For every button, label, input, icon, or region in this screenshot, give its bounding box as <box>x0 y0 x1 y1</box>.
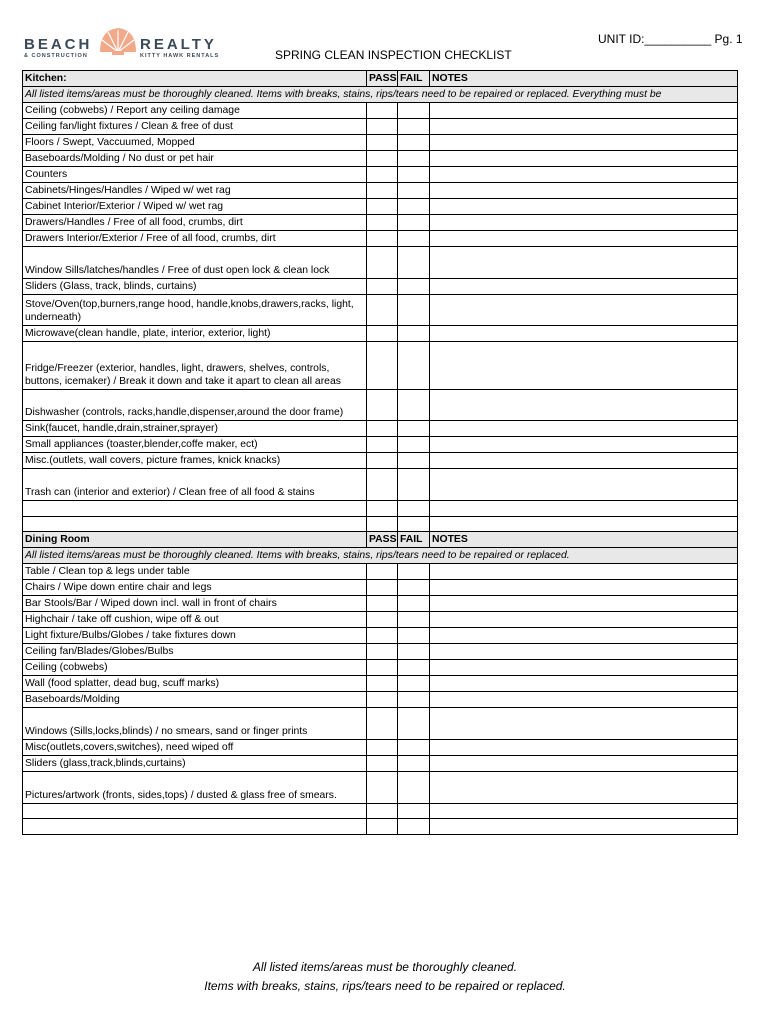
checklist-item-label: Table / Clean top & legs under table <box>23 564 367 580</box>
fail-checkbox-cell[interactable] <box>398 803 430 819</box>
checklist-item-label: Small appliances (toaster,blender,coffe maker, ect) <box>23 437 367 453</box>
blank-item-cell[interactable] <box>23 500 367 516</box>
notes-cell[interactable] <box>430 771 738 803</box>
pass-checkbox-cell[interactable] <box>367 708 398 740</box>
fail-checkbox-cell[interactable] <box>398 215 430 231</box>
notes-cell[interactable] <box>430 135 738 151</box>
checklist-row <box>23 453 738 469</box>
notes-cell[interactable] <box>430 644 738 660</box>
checklist-item-label: Chairs / Wipe down entire chair and legs <box>23 580 367 596</box>
pass-checkbox-cell[interactable] <box>367 803 398 819</box>
notes-cell[interactable] <box>430 708 738 740</box>
checklist-row <box>23 389 738 421</box>
pass-checkbox-cell[interactable] <box>367 389 398 421</box>
section-heading: Kitchen: <box>23 71 367 87</box>
pass-column-header: PASS <box>367 532 398 548</box>
checklist-row <box>23 612 738 628</box>
pass-checkbox-cell[interactable] <box>367 660 398 676</box>
checklist-item-label: Fridge/Freezer (exterior, handles, light, drawers, shelves, controls, buttons, icemaker) / Break it down and take it apart to clean all areas <box>23 342 367 389</box>
pass-checkbox-cell[interactable] <box>367 564 398 580</box>
fail-checkbox-cell[interactable] <box>398 119 430 135</box>
blank-row <box>23 500 738 516</box>
notes-cell[interactable] <box>430 500 738 516</box>
pass-checkbox-cell[interactable] <box>367 342 398 389</box>
notes-cell[interactable] <box>430 247 738 279</box>
notes-cell[interactable] <box>430 278 738 294</box>
checklist-item-label: Bar Stools/Bar / Wiped down incl. wall in front of chairs <box>23 596 367 612</box>
fail-checkbox-cell[interactable] <box>398 516 430 532</box>
pass-checkbox-cell[interactable] <box>367 819 398 835</box>
checklist-item-label: Dishwasher (controls, racks,handle,dispenser,around the door frame) <box>23 389 367 421</box>
checklist-row <box>23 326 738 342</box>
pass-checkbox-cell[interactable] <box>367 231 398 247</box>
checklist-row <box>23 739 738 755</box>
fail-checkbox-cell[interactable] <box>398 103 430 119</box>
notes-cell[interactable] <box>430 612 738 628</box>
notes-column-header: NOTES <box>430 532 738 548</box>
checklist-item-label: Sliders (Glass, track, blinds, curtains) <box>23 278 367 294</box>
checklist-row <box>23 469 738 501</box>
notes-cell[interactable] <box>430 215 738 231</box>
checklist-item-label: Misc.(outlets, wall covers, picture frames, knick knacks) <box>23 453 367 469</box>
notes-cell[interactable] <box>430 231 738 247</box>
pass-checkbox-cell[interactable] <box>367 421 398 437</box>
pass-column-header: PASS <box>367 71 398 87</box>
pass-checkbox-cell[interactable] <box>367 612 398 628</box>
checklist-item-label: Floors / Swept, Vaccuumed, Mopped <box>23 135 367 151</box>
fail-column-header: FAIL <box>398 71 430 87</box>
fail-checkbox-cell[interactable] <box>398 771 430 803</box>
fail-checkbox-cell[interactable] <box>398 421 430 437</box>
fail-checkbox-cell[interactable] <box>398 739 430 755</box>
checklist-item-label: Sink(faucet, handle,drain,strainer,sprayer) <box>23 421 367 437</box>
fail-checkbox-cell[interactable] <box>398 183 430 199</box>
notes-cell[interactable] <box>430 755 738 771</box>
pass-checkbox-cell[interactable] <box>367 755 398 771</box>
notes-cell[interactable] <box>430 516 738 532</box>
checklist-row <box>23 294 738 326</box>
pass-checkbox-cell[interactable] <box>367 516 398 532</box>
blank-item-cell[interactable] <box>23 819 367 835</box>
pass-checkbox-cell[interactable] <box>367 580 398 596</box>
notes-cell[interactable] <box>430 421 738 437</box>
pass-checkbox-cell[interactable] <box>367 692 398 708</box>
shell-logo-icon <box>96 26 140 56</box>
fail-checkbox-cell[interactable] <box>398 676 430 692</box>
checklist-row <box>23 135 738 151</box>
notes-cell[interactable] <box>430 453 738 469</box>
checklist-table <box>22 70 738 835</box>
fail-checkbox-cell[interactable] <box>398 167 430 183</box>
blank-row <box>23 803 738 819</box>
notes-cell[interactable] <box>430 692 738 708</box>
fail-checkbox-cell[interactable] <box>398 342 430 389</box>
fail-checkbox-cell[interactable] <box>398 135 430 151</box>
checklist-row <box>23 692 738 708</box>
checklist-item-label: Baseboards/Molding / No dust or pet hair <box>23 151 367 167</box>
checklist-item-label: Drawers Interior/Exterior / Free of all food, crumbs, dirt <box>23 231 367 247</box>
company-logo <box>22 26 222 64</box>
checklist-item-label: Highchair / take off cushion, wipe off & out <box>23 612 367 628</box>
notes-cell[interactable] <box>430 660 738 676</box>
checklist-row <box>23 167 738 183</box>
fail-checkbox-cell[interactable] <box>398 564 430 580</box>
fail-checkbox-cell[interactable] <box>398 596 430 612</box>
checklist-row <box>23 421 738 437</box>
notes-cell[interactable] <box>430 469 738 501</box>
footer-note-line1: All listed items/areas must be thoroughly cleaned. <box>252 960 518 974</box>
checklist-row <box>23 771 738 803</box>
pass-checkbox-cell[interactable] <box>367 771 398 803</box>
fail-checkbox-cell[interactable] <box>398 231 430 247</box>
checklist-row <box>23 755 738 771</box>
pass-checkbox-cell[interactable] <box>367 469 398 501</box>
checklist-row <box>23 151 738 167</box>
fail-checkbox-cell[interactable] <box>398 692 430 708</box>
pass-checkbox-cell[interactable] <box>367 453 398 469</box>
checklist-row <box>23 676 738 692</box>
fail-checkbox-cell[interactable] <box>398 247 430 279</box>
fail-checkbox-cell[interactable] <box>398 469 430 501</box>
section-instruction: All listed items/areas must be thoroughly cleaned. Items with breaks, stains, rips/tears need to be repaired or replaced. Everything must be <box>23 87 738 103</box>
checklist-row <box>23 231 738 247</box>
fail-checkbox-cell[interactable] <box>398 294 430 326</box>
checklist-row <box>23 596 738 612</box>
checklist-item-label: Wall (food splatter, dead bug, scuff marks) <box>23 676 367 692</box>
checklist-item-label: Misc(outlets,covers,switches), need wiped off <box>23 739 367 755</box>
notes-cell[interactable] <box>430 119 738 135</box>
checklist-item-label: Window Sills/latches/handles / Free of dust open lock & clean lock <box>23 247 367 279</box>
fail-checkbox-cell[interactable] <box>398 755 430 771</box>
checklist-row <box>23 278 738 294</box>
notes-cell[interactable] <box>430 564 738 580</box>
pass-checkbox-cell[interactable] <box>367 676 398 692</box>
notes-cell[interactable] <box>430 628 738 644</box>
pass-checkbox-cell[interactable] <box>367 151 398 167</box>
pass-checkbox-cell[interactable] <box>367 596 398 612</box>
fail-column-header: FAIL <box>398 532 430 548</box>
notes-cell[interactable] <box>430 580 738 596</box>
checklist-item-label: Drawers/Handles / Free of all food, crumbs, dirt <box>23 215 367 231</box>
checklist-item-label: Ceiling fan/light fixtures / Clean & free of dust <box>23 119 367 135</box>
notes-cell[interactable] <box>430 437 738 453</box>
checklist-item-label: Sliders (glass,track,blinds,curtains) <box>23 755 367 771</box>
checklist-row <box>23 644 738 660</box>
notes-cell[interactable] <box>430 326 738 342</box>
checklist-item-label: Microwave(clean handle, plate, interior, exterior, light) <box>23 326 367 342</box>
logo-tagline-rentals: KITTY HAWK RENTALS <box>140 53 220 59</box>
checklist-row <box>23 628 738 644</box>
section-heading: Dining Room <box>23 532 367 548</box>
checklist-item-label: Trash can (interior and exterior) / Clean free of all food & stains <box>23 469 367 501</box>
pass-checkbox-cell[interactable] <box>367 278 398 294</box>
checklist-row <box>23 103 738 119</box>
pass-checkbox-cell[interactable] <box>367 119 398 135</box>
fail-checkbox-cell[interactable] <box>398 819 430 835</box>
checklist-row <box>23 437 738 453</box>
blank-row <box>23 819 738 835</box>
fail-checkbox-cell[interactable] <box>398 151 430 167</box>
unit-id-page: UNIT ID:__________ Pg. 1 <box>598 32 743 46</box>
blank-row <box>23 516 738 532</box>
fail-checkbox-cell[interactable] <box>398 580 430 596</box>
fail-checkbox-cell[interactable] <box>398 612 430 628</box>
fail-checkbox-cell[interactable] <box>398 389 430 421</box>
pass-checkbox-cell[interactable] <box>367 183 398 199</box>
notes-cell[interactable] <box>430 199 738 215</box>
checklist-row <box>23 183 738 199</box>
checklist-row <box>23 580 738 596</box>
logo-word-beach: BEACH <box>24 36 93 53</box>
notes-cell[interactable] <box>430 183 738 199</box>
notes-column-header: NOTES <box>430 71 738 87</box>
notes-cell[interactable] <box>430 167 738 183</box>
blank-item-cell[interactable] <box>23 803 367 819</box>
checklist-row <box>23 660 738 676</box>
section-instruction-row <box>23 548 738 564</box>
notes-cell[interactable] <box>430 151 738 167</box>
pass-checkbox-cell[interactable] <box>367 135 398 151</box>
notes-cell[interactable] <box>430 342 738 389</box>
fail-checkbox-cell[interactable] <box>398 500 430 516</box>
notes-cell[interactable] <box>430 819 738 835</box>
checklist-row <box>23 564 738 580</box>
pass-checkbox-cell[interactable] <box>367 739 398 755</box>
pass-checkbox-cell[interactable] <box>367 500 398 516</box>
pass-checkbox-cell[interactable] <box>367 628 398 644</box>
fail-checkbox-cell[interactable] <box>398 278 430 294</box>
logo-word-realty: REALTY <box>140 36 217 53</box>
section-header-row <box>23 532 738 548</box>
fail-checkbox-cell[interactable] <box>398 708 430 740</box>
pass-checkbox-cell[interactable] <box>367 199 398 215</box>
section-instruction: All listed items/areas must be thoroughly cleaned. Items with breaks, stains, rips/tears need to be repaired or replaced. <box>23 548 738 564</box>
notes-cell[interactable] <box>430 294 738 326</box>
pass-checkbox-cell[interactable] <box>367 644 398 660</box>
logo-tagline-construction: & CONSTRUCTION <box>24 53 88 59</box>
section-instruction-row <box>23 87 738 103</box>
pass-checkbox-cell[interactable] <box>367 167 398 183</box>
checklist-item-label: Cabinets/Hinges/Handles / Wiped w/ wet rag <box>23 183 367 199</box>
checklist-item-label: Ceiling (cobwebs) <box>23 660 367 676</box>
pass-checkbox-cell[interactable] <box>367 437 398 453</box>
checklist-item-label: Windows (Sills,locks,blinds) / no smears, sand or finger prints <box>23 708 367 740</box>
fail-checkbox-cell[interactable] <box>398 326 430 342</box>
checklist-row <box>23 215 738 231</box>
fail-checkbox-cell[interactable] <box>398 199 430 215</box>
pass-checkbox-cell[interactable] <box>367 215 398 231</box>
pass-checkbox-cell[interactable] <box>367 247 398 279</box>
checklist-item-label: Counters <box>23 167 367 183</box>
checklist-item-label: Cabinet Interior/Exterior / Wiped w/ wet rag <box>23 199 367 215</box>
checklist-row <box>23 342 738 389</box>
checklist-item-label: Pictures/artwork (fronts, sides,tops) / dusted & glass free of smears. <box>23 771 367 803</box>
footer-note-line2: Items with breaks, stains, rips/tears need to be repaired or replaced. <box>204 979 566 993</box>
checklist-row <box>23 708 738 740</box>
pass-checkbox-cell[interactable] <box>367 294 398 326</box>
checklist-item-label: Ceiling (cobwebs) / Report any ceiling damage <box>23 103 367 119</box>
fail-checkbox-cell[interactable] <box>398 628 430 644</box>
notes-cell[interactable] <box>430 596 738 612</box>
checklist-item-label: Light fixture/Bulbs/Globes / take fixtures down <box>23 628 367 644</box>
fail-checkbox-cell[interactable] <box>398 660 430 676</box>
blank-item-cell[interactable] <box>23 516 367 532</box>
checklist-item-label: Ceiling fan/Blades/Globes/Bulbs <box>23 644 367 660</box>
notes-cell[interactable] <box>430 389 738 421</box>
checklist-item-label: Baseboards/Molding <box>23 692 367 708</box>
pass-checkbox-cell[interactable] <box>367 326 398 342</box>
notes-cell[interactable] <box>430 803 738 819</box>
notes-cell[interactable] <box>430 103 738 119</box>
fail-checkbox-cell[interactable] <box>398 437 430 453</box>
section-header-row <box>23 71 738 87</box>
page-title: SPRING CLEAN INSPECTION CHECKLIST <box>275 48 512 62</box>
notes-cell[interactable] <box>430 676 738 692</box>
checklist-item-label: Stove/Oven(top,burners,range hood, handle,knobs,drawers,racks, light, underneath) <box>23 294 367 326</box>
fail-checkbox-cell[interactable] <box>398 453 430 469</box>
pass-checkbox-cell[interactable] <box>367 103 398 119</box>
checklist-row <box>23 247 738 279</box>
fail-checkbox-cell[interactable] <box>398 644 430 660</box>
notes-cell[interactable] <box>430 739 738 755</box>
checklist-row <box>23 119 738 135</box>
checklist-row <box>23 199 738 215</box>
